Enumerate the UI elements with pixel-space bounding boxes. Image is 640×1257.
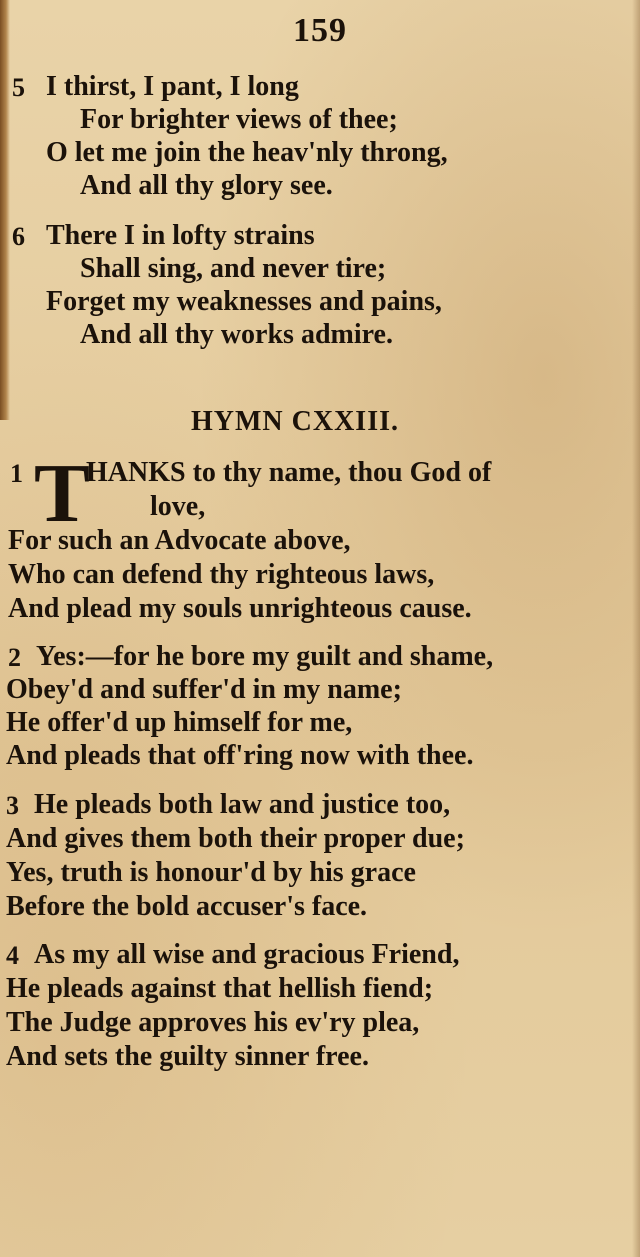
verse-line: He offer'd up himself for me, — [6, 707, 353, 738]
verse-line: Yes:—for he bore my guilt and shame, — [36, 641, 494, 672]
verse-line: There I in lofty strains — [46, 220, 315, 251]
stanza-number: 6 — [12, 222, 25, 251]
stanza-number: 2 — [8, 643, 21, 672]
verse-line: And all thy works admire. — [80, 319, 393, 350]
page-edge-shadow — [632, 0, 640, 1257]
drop-cap: T — [34, 447, 91, 540]
verse-line: O let me join the heav'nly throng, — [46, 137, 448, 168]
verse-line: For brighter views of thee; — [80, 104, 398, 135]
verse-line: Forget my weaknesses and pains, — [46, 286, 442, 317]
verse-line: He pleads both law and justice too, — [34, 789, 451, 820]
verse-line: Yes, truth is honour'd by his grace — [6, 857, 416, 888]
stanza-number: 1 — [10, 459, 23, 488]
stanza-number: 3 — [6, 791, 19, 820]
verse-line: And pleads that off'ring now with thee. — [6, 740, 474, 771]
verse-line: And sets the guilty sinner free. — [6, 1041, 369, 1072]
verse-line: The Judge approves his ev'ry plea, — [6, 1007, 420, 1038]
verse-line: Obey'd and suffer'd in my name; — [6, 674, 402, 705]
hymn-title: HYMN CXXIII. — [191, 406, 399, 437]
verse-line: HANKS to thy name, thou God of — [86, 457, 492, 488]
page-number: 159 — [293, 12, 347, 49]
verse-line: I thirst, I pant, I long — [46, 71, 299, 102]
verse-line: love, — [150, 491, 206, 522]
verse-line: And gives them both their proper due; — [6, 823, 465, 854]
stanza-number: 5 — [12, 73, 25, 102]
verse-line: Who can defend thy righteous laws, — [8, 559, 435, 590]
verse-line: Shall sing, and never tire; — [80, 253, 387, 284]
verse-line: He pleads against that hellish fiend; — [6, 973, 434, 1004]
stanza-number: 4 — [6, 941, 19, 970]
verse-line: For such an Advocate above, — [8, 525, 351, 556]
verse-line: As my all wise and gracious Friend, — [34, 939, 460, 970]
verse-line: And plead my souls unrighteous cause. — [8, 593, 472, 624]
verse-line: And all thy glory see. — [80, 170, 333, 201]
verse-line: Before the bold accuser's face. — [6, 891, 368, 922]
page-gutter-shadow — [0, 0, 10, 420]
